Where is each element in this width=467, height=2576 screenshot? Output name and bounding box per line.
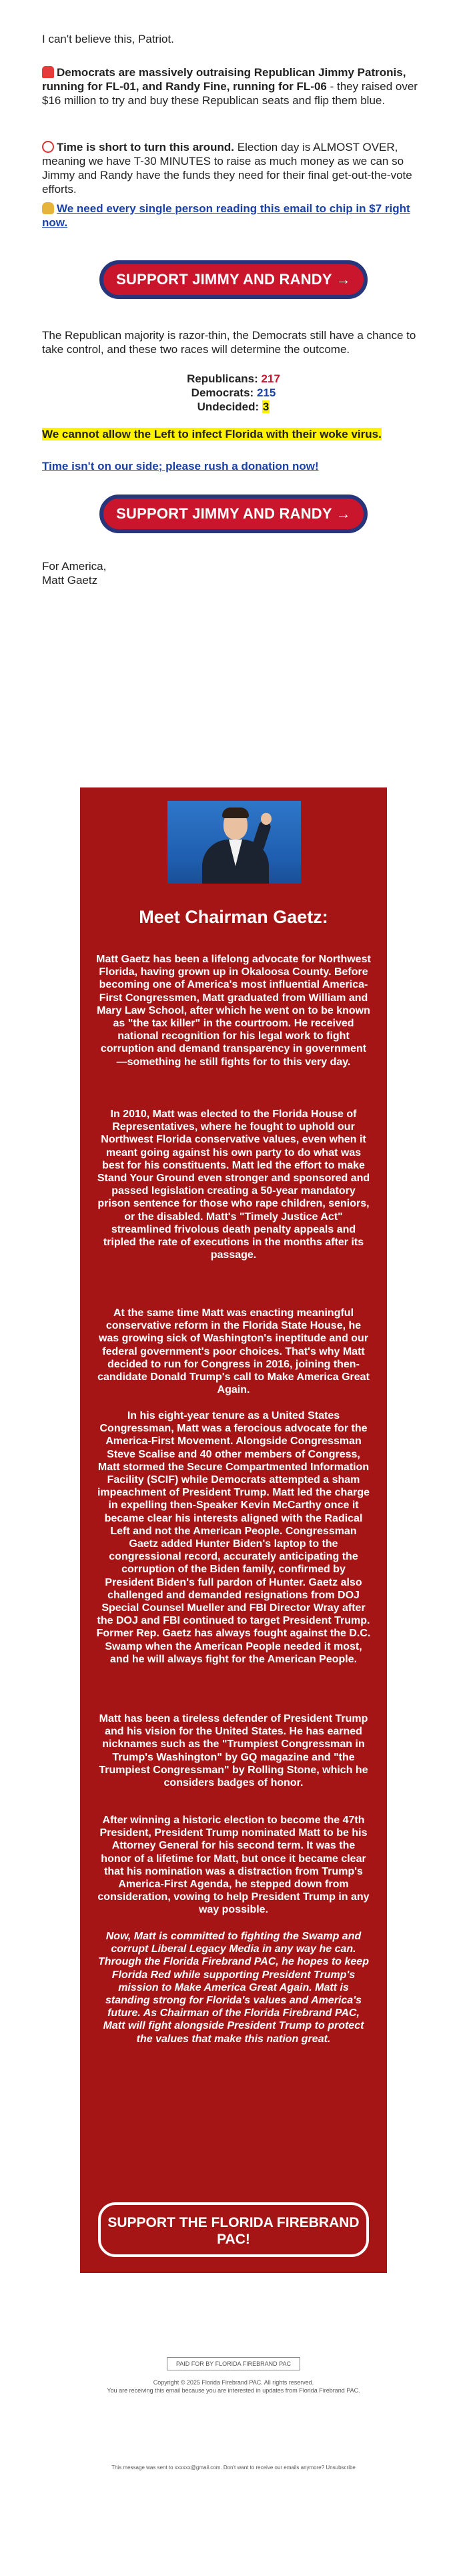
support-jimmy-randy-button-2[interactable]: SUPPORT JIMMY AND RANDY → bbox=[99, 495, 368, 533]
paragraph-chip-in bbox=[42, 202, 425, 230]
paragraph-rush bbox=[42, 459, 425, 473]
tally-undecided bbox=[42, 400, 425, 414]
bio-paragraph-4: In his eight-year tenure as a United States Congressman, Matt was a ferocious advocate for the America-First Movement. Alongside Congressman Steve Scalise and 40 other members of Congress, Matt stormed the Secure Compartmented Information Facility (SCIF) while Democrats attempted a sham impeachment of President Trump. Matt led the charge in expelling then-Speaker Kevin McCarthy once it became clear his interests aligned with the Radical Left and not the American People. Congressman Gaetz added Hunter Biden's laptop to the congressional record, accurately anticipating the corruption of the Biden family, confirmed by President Biden's full pardon of Hunter. Gaetz also challenged and demanded resignations from DOJ Special Counsel Mueller and FBI Director Wray after the DOJ and FBI continued to target President Trump. Former Rep. Gaetz has always fought against the D.C. Swamp when the American People needed it most, and he will always fight for the American People. bbox=[96, 1410, 371, 1665]
highlight-text: We cannot allow the Left to infect Florida with their woke virus. bbox=[42, 428, 382, 440]
paragraph-time-short-bold: Time is short to turn this around. bbox=[57, 141, 235, 153]
signature: Matt Gaetz bbox=[42, 574, 98, 587]
footer-copyright: Copyright © 2025 Florida Firebrand PAC. All rights reserved. bbox=[153, 2379, 314, 2386]
rush-donation-link[interactable]: Time isn't on our side; please rush a donation now! bbox=[42, 460, 319, 472]
tally-democrats bbox=[42, 386, 425, 400]
chip-in-link[interactable]: We need every single person reading this email to chip in $7 right now. bbox=[42, 202, 410, 229]
footer-reason: You are receiving this email because you are interested in updates from Florida Firebrand PAC. bbox=[107, 2387, 360, 2394]
bio-paragraph-5: Matt has been a tireless defender of President Trump and his vision for the United States. He has earned nicknames such as the "Trumpiest Congressman in Trump's Washington" by GQ magazine and "the Trumpiest Congressman" by Rolling Stone, which he considers badges of honor. bbox=[99, 1713, 368, 1789]
footer-unsubscribe-line[interactable]: This message was sent to xxxxxx@gmail.com. Don't want to receive our emails anymore? Unsubscribe bbox=[111, 2465, 356, 2471]
tally-republicans bbox=[42, 372, 425, 386]
photo-arm bbox=[251, 820, 272, 852]
paragraph-majority: The Republican majority is razor-thin, the Democrats still have a chance to take control, and these two races will determine the outcome. bbox=[42, 329, 416, 356]
highlight-line bbox=[42, 427, 425, 441]
paragraph-outraising-rest: - they raised over $16 million to try and buy these Republican seats and flip them blue. bbox=[42, 80, 418, 107]
money-bag-icon bbox=[42, 202, 54, 214]
bio-paragraph-7: Now, Matt is committed to fighting the Swamp and corrupt Liberal Legacy Media in any way he can. Through the Florida Firebrand PAC, he hopes to keep Florida Red while supporting President Trump's mission to Make America Great Again. Matt is standing strong for Florida's values and America's future. As Chairman of the Florida Firebrand PAC, Matt will fight alongside President Trump to protect the values that make this nation great. bbox=[98, 1931, 369, 2045]
tally-rep-label: Republicans: bbox=[187, 372, 258, 385]
bio-paragraph-3: At the same time Matt was enacting meaningful conservative reform in the Florida State House, he was growing sick of Washington's ineptitude and our federal government's poor choices. That's why Matt decided to run for Congress in 2016, joining then-candidate Donald Trump's call to Make America Great Again. bbox=[97, 1307, 370, 1396]
support-jimmy-randy-button[interactable]: SUPPORT JIMMY AND RANDY → bbox=[99, 260, 368, 299]
paragraph-time-short-rest: Election day is ALMOST OVER, meaning we have T-30 MINUTES to raise as much money as we can so Jimmy and Randy have the funds they need for their final get-out-the-vote efforts. bbox=[42, 141, 412, 196]
tally-dem-label: Democrats: bbox=[191, 386, 254, 399]
paid-for-box: PAID FOR BY FLORIDA FIREBRAND PAC bbox=[167, 2357, 300, 2370]
bio-section bbox=[80, 787, 387, 2273]
greeting: I can't believe this, Patriot. bbox=[42, 33, 174, 45]
tally-und-value: 3 bbox=[262, 400, 270, 413]
support-firebrand-pac-button[interactable]: SUPPORT THE FLORIDA FIREBRAND PAC! bbox=[98, 2202, 369, 2257]
bio-paragraph-1: Matt Gaetz has been a lifelong advocate for Northwest Florida, having grown up in Okaloosa County. Before becoming one of America's most influential America-First Congressmen, Matt graduated from William and Mary Law School, after which he went on to be known as "the tax killer" in the courtroom. He received national recognition for his legal work to fight corruption and demand transparency in government—something he still fights for to this very day. bbox=[96, 954, 371, 1068]
photo-hair bbox=[222, 808, 249, 818]
paragraph-outraising bbox=[42, 65, 425, 107]
tally-dem-value: 215 bbox=[256, 386, 276, 399]
paragraph-time-short bbox=[42, 140, 425, 196]
bio-paragraph-6: After winning a historic election to become the 47th President, President Trump nominated Matt to be his Attorney General for his second term. It was the honor of a lifetime for Matt, but once it became clear that his nomination was a distraction from Trump's America-First Agenda, he stepped down from consideration, vowing to help President Trump in any way possible. bbox=[97, 1815, 370, 1916]
gaetz-photo bbox=[167, 801, 301, 884]
bio-title: Meet Chairman Gaetz: bbox=[139, 907, 328, 927]
siren-icon bbox=[42, 66, 54, 78]
paragraph-outraising-bold: Democrats are massively outraising Republican Jimmy Patronis, running for FL-01, and Randy Fine, running for FL-06 bbox=[42, 66, 406, 93]
signoff: For America, bbox=[42, 560, 107, 573]
tally-und-label: Undecided: bbox=[197, 400, 260, 413]
photo-hand bbox=[261, 813, 272, 825]
alarm-clock-icon bbox=[42, 141, 54, 153]
bio-paragraph-2: In 2010, Matt was elected to the Florida House of Representatives, where he fought to uphold our Northwest Florida conservative values, even when it meant going against his own party to do what was best for his constituents. Matt led the effort to make Stand Your Ground even stronger and sponsored and passed legislation creating a 50-year mandatory prison sentence for those who rape children, seniors, or the disabled. Matt's "Timely Justice Act" streamlined frivolous death penalty appeals and tripled the rate of executions in the months after its passage. bbox=[97, 1108, 370, 1261]
tally-rep-value: 217 bbox=[261, 372, 280, 385]
